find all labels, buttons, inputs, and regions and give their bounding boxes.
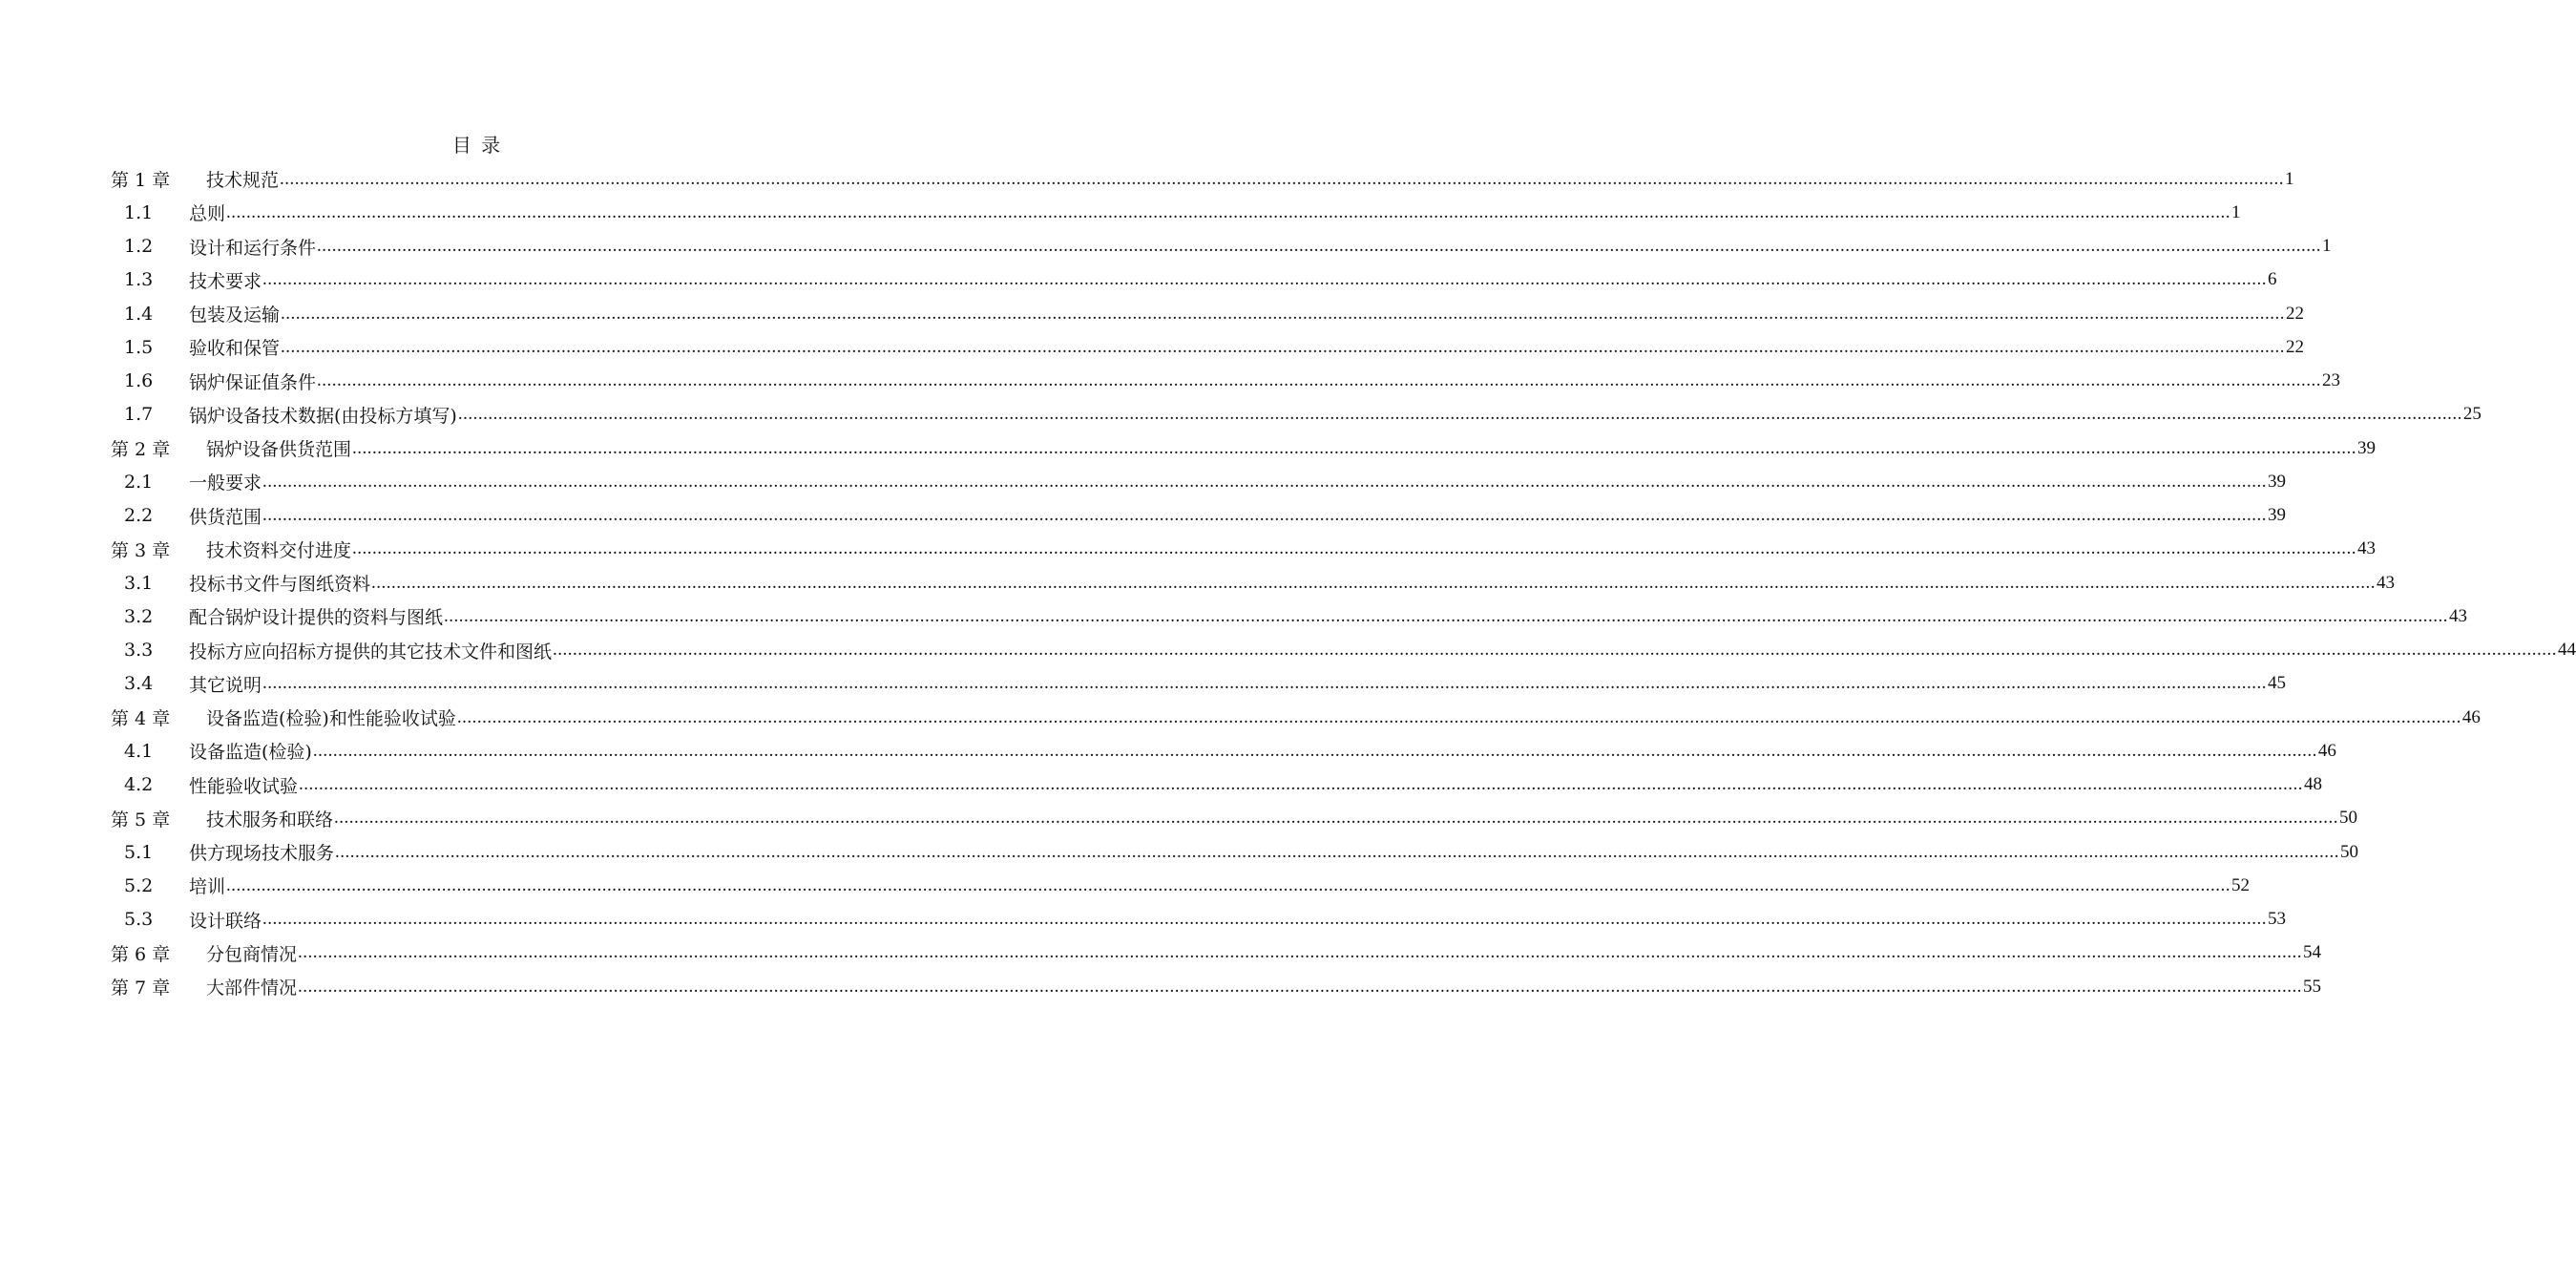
toc-entry-number: 2.1 <box>124 471 154 493</box>
toc-entry-title: 供方现场技术服务 <box>189 843 335 865</box>
toc-entry-page-number: 45 <box>2268 673 2287 694</box>
toc-entry-title: 技术服务和联络 <box>206 809 334 831</box>
toc-section-entry[interactable] <box>111 634 2576 667</box>
toc-entry-page-number: 25 <box>2462 404 2482 425</box>
toc-entry-page-number: 54 <box>2303 942 2322 963</box>
toc-entry-title: 锅炉设备技术数据(由投标方填写) <box>189 405 457 427</box>
toc-entry-title: 其它说明 <box>189 674 262 696</box>
toc-entry-number: 1.3 <box>124 269 154 291</box>
toc-entry-page-number: 6 <box>2268 269 2277 290</box>
toc-entry-page-number: 1 <box>2285 168 2294 189</box>
toc-entry-page-number: 46 <box>2317 740 2336 761</box>
toc-entry-page-number: 48 <box>2304 774 2323 795</box>
toc-dot-leader: ................................................................................................................................................................................................................................................................................................................................................................................................................ <box>317 370 2322 391</box>
toc-section-entry[interactable] <box>111 768 2323 802</box>
toc-chapter-entry[interactable] <box>111 936 2322 970</box>
toc-section-entry[interactable] <box>111 869 2251 902</box>
toc-entry-number: 3.4 <box>124 673 154 695</box>
toc-chapter-entry[interactable] <box>111 431 2377 465</box>
toc-chapter-entry[interactable] <box>111 802 2358 835</box>
toc-section-entry[interactable] <box>111 263 2277 297</box>
toc-section-entry[interactable] <box>111 330 2305 364</box>
toc-entry-number: 第 4 章 <box>111 708 171 730</box>
toc-entry-number: 第 3 章 <box>111 539 171 561</box>
toc-entry-title: 设计和运行条件 <box>189 237 317 259</box>
toc-entry-title: 设备监造(检验)和性能验收试验 <box>206 708 456 730</box>
toc-dot-leader: ................................................................................................................................................................................................................................................................................................................................................................................................................ <box>226 874 2231 895</box>
toc-entry-title: 培训 <box>189 876 226 898</box>
toc-entry-page-number: 22 <box>2286 336 2305 357</box>
toc-entry-title: 包装及运输 <box>189 305 281 326</box>
toc-dot-leader: ................................................................................................................................................................................................................................................................................................................................................................................................................ <box>456 706 2461 727</box>
toc-entry-number: 3.1 <box>124 572 154 594</box>
toc-entry-number: 4.2 <box>124 774 154 796</box>
toc-section-entry[interactable] <box>111 734 2336 768</box>
toc-entry-number: 1.7 <box>124 404 154 426</box>
toc-dot-leader: ................................................................................................................................................................................................................................................................................................................................................................................................................ <box>262 471 2268 492</box>
toc-entry-title: 锅炉设备供货范围 <box>206 439 352 461</box>
toc-dot-leader: ................................................................................................................................................................................................................................................................................................................................................................................................................ <box>298 942 2303 963</box>
toc-entry-title: 配合锅炉设计提供的资料与图纸 <box>189 607 444 629</box>
toc-dot-leader: ................................................................................................................................................................................................................................................................................................................................................................................................................ <box>262 505 2268 526</box>
toc-entry-title: 技术要求 <box>189 270 262 292</box>
toc-entry-page-number: 39 <box>2268 471 2287 492</box>
toc-dot-leader: ................................................................................................................................................................................................................................................................................................................................................................................................................ <box>298 976 2303 997</box>
toc-section-entry[interactable] <box>111 667 2287 701</box>
toc-entry-page-number: 1 <box>2322 236 2332 257</box>
toc-entry-title: 设计联络 <box>189 910 262 932</box>
toc-dot-leader: ................................................................................................................................................................................................................................................................................................................................................................................................................ <box>281 336 2286 357</box>
toc-section-entry[interactable] <box>111 499 2287 533</box>
toc-dot-leader: ................................................................................................................................................................................................................................................................................................................................................................................................................ <box>262 673 2268 694</box>
toc-entry-page-number: 44 <box>2558 640 2576 661</box>
toc-entry-page-number: 50 <box>2339 808 2358 829</box>
toc-dot-leader: ................................................................................................................................................................................................................................................................................................................................................................................................................ <box>352 437 2357 458</box>
toc-chapter-entry[interactable] <box>111 701 2481 734</box>
toc-entry-title: 分包商情况 <box>206 943 298 965</box>
toc-dot-leader: ................................................................................................................................................................................................................................................................................................................................................................................................................ <box>281 303 2286 324</box>
toc-section-entry[interactable] <box>111 599 2468 633</box>
toc-entry-title: 大部件情况 <box>206 978 298 999</box>
toc-entry-title: 投标书文件与图纸资料 <box>189 574 371 596</box>
toc-entry-page-number: 46 <box>2461 706 2481 727</box>
toc-entry-title: 验收和保管 <box>189 338 281 360</box>
toc-entry-page-number: 43 <box>2377 572 2396 593</box>
toc-entry-number: 2.2 <box>124 505 154 527</box>
toc-section-entry[interactable] <box>111 398 2482 431</box>
toc-entry-page-number: 39 <box>2357 437 2377 458</box>
toc-section-entry[interactable] <box>111 835 2359 869</box>
toc-dot-leader: ................................................................................................................................................................................................................................................................................................................................................................................................................ <box>299 774 2304 795</box>
toc-section-entry[interactable] <box>111 465 2287 498</box>
toc-entry-page-number: 55 <box>2303 976 2322 997</box>
toc-dot-leader: ................................................................................................................................................................................................................................................................................................................................................................................................................ <box>317 236 2322 257</box>
toc-entry-number: 4.1 <box>124 740 154 762</box>
toc-entry-number: 3.2 <box>124 605 154 627</box>
toc-entry-number: 1.1 <box>124 201 154 223</box>
toc-chapter-entry[interactable] <box>111 533 2377 566</box>
toc-entry-number: 1.6 <box>124 370 154 392</box>
toc-entry-title: 技术资料交付进度 <box>206 539 352 561</box>
toc-dot-leader: ................................................................................................................................................................................................................................................................................................................................................................................................................ <box>334 808 2339 829</box>
toc-entry-page-number: 43 <box>2357 538 2377 559</box>
toc-entry-page-number: 43 <box>2449 605 2468 626</box>
toc-dot-leader: ................................................................................................................................................................................................................................................................................................................................................................................................................ <box>335 841 2340 862</box>
toc-entry-number: 1.2 <box>124 236 154 258</box>
toc-dot-leader: ................................................................................................................................................................................................................................................................................................................................................................................................................ <box>280 168 2285 189</box>
toc-chapter-entry[interactable] <box>111 970 2322 1003</box>
toc-dot-leader: ................................................................................................................................................................................................................................................................................................................................................................................................................ <box>371 572 2377 593</box>
toc-entry-number: 第 7 章 <box>111 978 171 999</box>
toc-entry-page-number: 22 <box>2286 303 2305 324</box>
toc-entry-number: 5.3 <box>124 909 154 931</box>
toc-dot-leader: ................................................................................................................................................................................................................................................................................................................................................................................................................ <box>312 740 2317 761</box>
toc-entry-title: 设备监造(检验) <box>189 742 312 764</box>
toc-entry-title: 锅炉保证值条件 <box>189 371 317 393</box>
toc-dot-leader: ................................................................................................................................................................................................................................................................................................................................................................................................................ <box>444 605 2449 626</box>
toc-entry-title: 总则 <box>189 203 226 225</box>
table-of-contents <box>111 162 2576 1003</box>
toc-dot-leader: ................................................................................................................................................................................................................................................................................................................................................................................................................ <box>457 404 2462 425</box>
toc-entry-title: 性能验收试验 <box>189 775 299 797</box>
toc-dot-leader: ................................................................................................................................................................................................................................................................................................................................................................................................................ <box>262 269 2268 290</box>
toc-entry-page-number: 23 <box>2322 370 2341 391</box>
toc-entry-title: 一般要求 <box>189 473 262 494</box>
toc-chapter-entry[interactable] <box>111 162 2294 196</box>
toc-entry-number: 第 6 章 <box>111 943 171 965</box>
toc-section-entry[interactable] <box>111 196 2241 229</box>
toc-section-entry[interactable] <box>111 230 2332 263</box>
toc-entry-number: 3.3 <box>124 640 154 662</box>
toc-entry-title: 投标方应向招标方提供的其它技术文件和图纸 <box>189 641 553 663</box>
toc-entry-number: 第 1 章 <box>111 170 171 192</box>
toc-dot-leader: ................................................................................................................................................................................................................................................................................................................................................................................................................ <box>226 201 2231 222</box>
toc-heading: 目 录 <box>451 134 503 157</box>
toc-entry-number: 第 2 章 <box>111 439 171 461</box>
toc-section-entry[interactable] <box>111 903 2287 936</box>
toc-section-entry[interactable] <box>111 365 2341 398</box>
toc-entry-page-number: 52 <box>2231 874 2251 895</box>
toc-section-entry[interactable] <box>111 297 2305 330</box>
toc-entry-number: 1.4 <box>124 303 154 325</box>
toc-entry-title: 技术规范 <box>206 170 280 192</box>
toc-entry-title: 供货范围 <box>189 506 262 528</box>
toc-entry-page-number: 39 <box>2268 505 2287 526</box>
toc-entry-number: 5.2 <box>124 874 154 896</box>
toc-dot-leader: ................................................................................................................................................................................................................................................................................................................................................................................................................ <box>553 640 2558 661</box>
toc-dot-leader: ................................................................................................................................................................................................................................................................................................................................................................................................................ <box>262 909 2268 930</box>
toc-section-entry[interactable] <box>111 566 2396 599</box>
toc-entry-number: 1.5 <box>124 336 154 358</box>
toc-entry-page-number: 53 <box>2268 909 2287 930</box>
toc-entry-page-number: 1 <box>2231 201 2241 222</box>
toc-entry-page-number: 50 <box>2340 841 2359 862</box>
toc-entry-number: 5.1 <box>124 841 154 863</box>
toc-dot-leader: ................................................................................................................................................................................................................................................................................................................................................................................................................ <box>352 538 2357 559</box>
toc-entry-number: 第 5 章 <box>111 809 171 831</box>
